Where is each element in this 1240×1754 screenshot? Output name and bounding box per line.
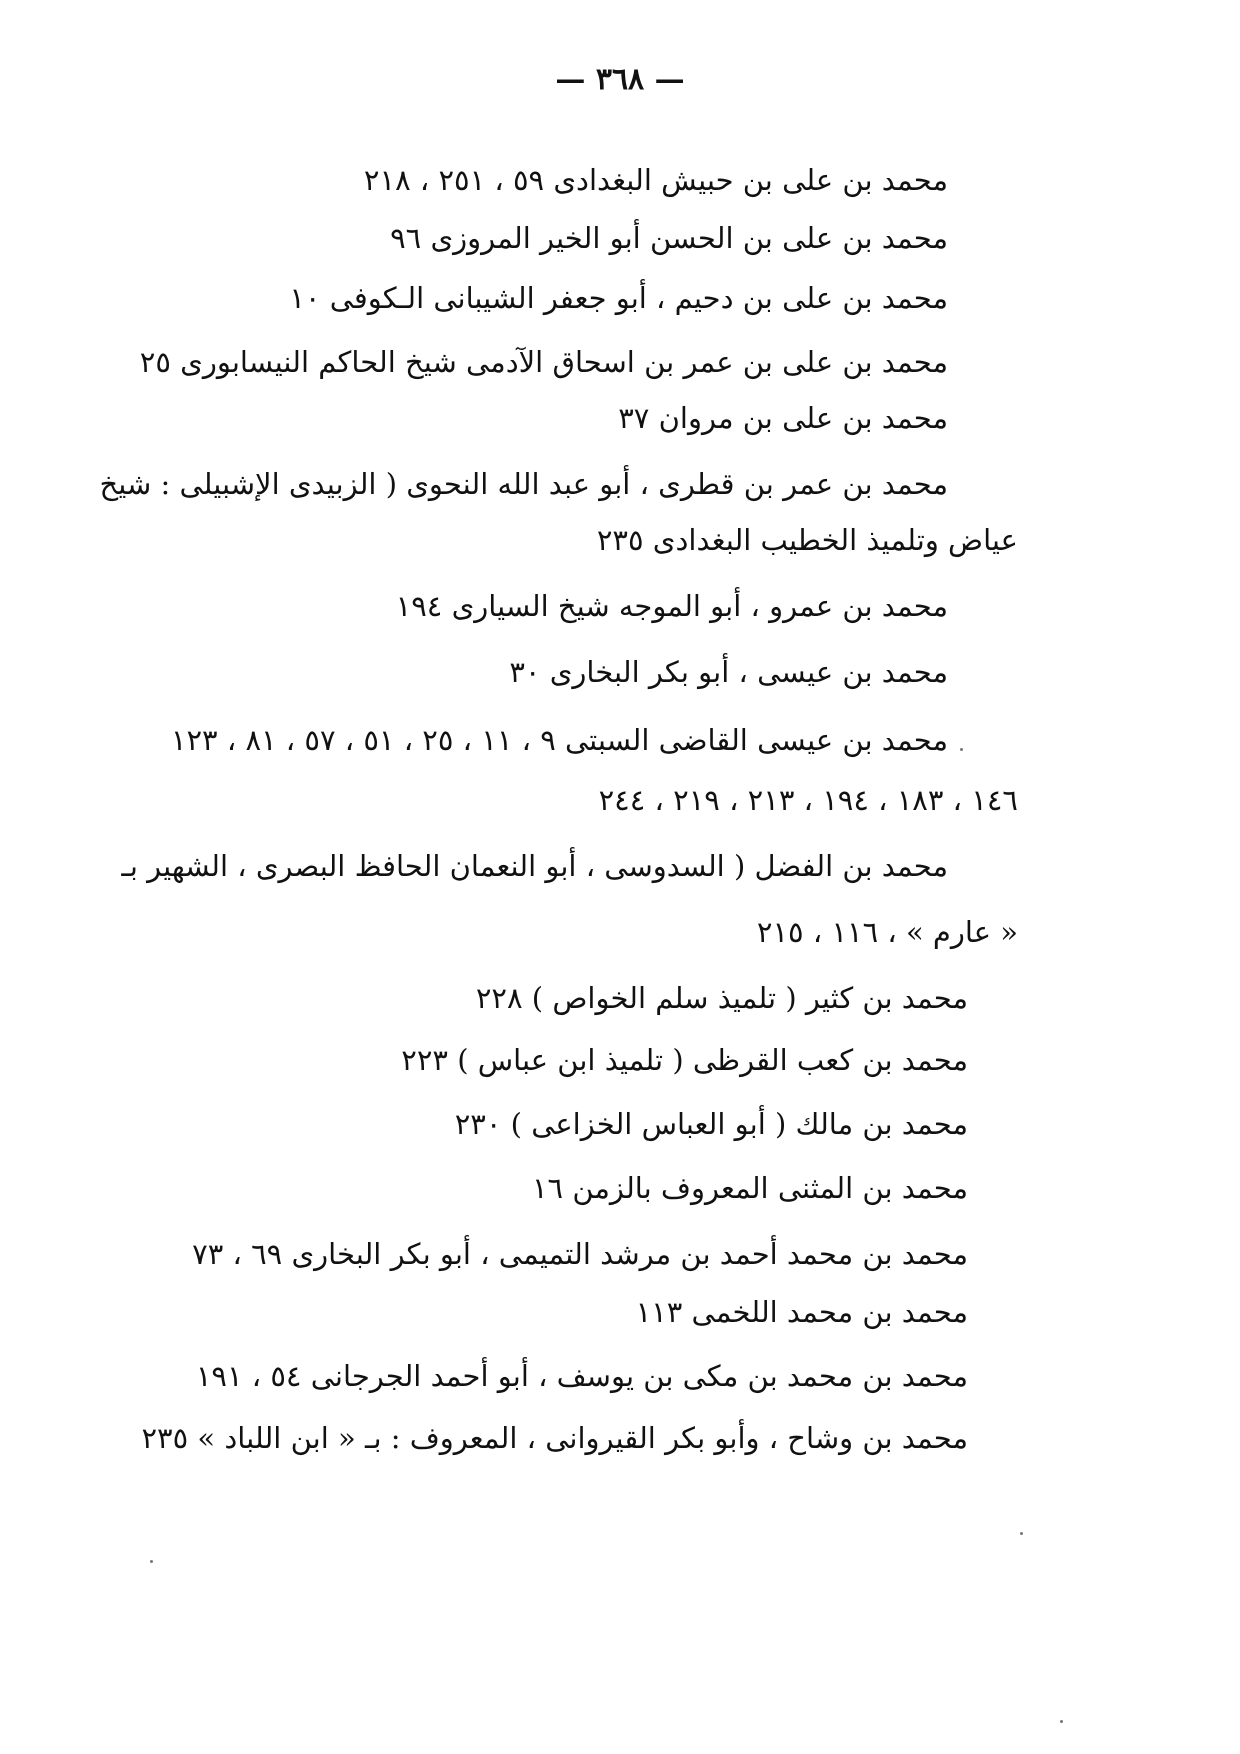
index-entry: محمد بن عيسى ، أبو بكر البخارى ٣٠ [509,655,948,689]
index-entry: محمد بن الفضل ( السدوسى ، أبو النعمان الحافظ البصرى ، الشهير بـ [121,849,948,883]
index-entry: محمد بن عمر بن قطرى ، أبو عبد الله النحوى ( الزبيدى الإشبيلى : شيخ [99,467,948,501]
index-entry-continuation: ١٤٦ ، ١٨٣ ، ١٩٤ ، ٢١٣ ، ٢١٩ ، ٢٤٤ [598,783,1018,817]
index-entry: محمد بن وشاح ، وأبو بكر القيروانى ، المعروف : بـ « ابن اللباد » ٢٣٥ [141,1421,968,1455]
index-entry: محمد بن محمد أحمد بن مرشد التميمى ، أبو بكر البخارى ٦٩ ، ٧٣ [192,1237,968,1271]
index-entry-continuation: « عارم » ، ١١٦ ، ٢١٥ [756,915,1018,949]
scan-speck [960,748,963,751]
index-entry: محمد بن مالك ( أبو العباس الخزاعى ) ٢٣٠ [454,1107,968,1141]
index-entry: محمد بن على بن دحيم ، أبو جعفر الشيبانى الـكوفى ١٠ [289,281,948,315]
index-entry: محمد بن على بن عمر بن اسحاق الآدمى شيخ الحاكم النيسابورى ٢٥ [139,345,948,379]
index-entry: محمد بن عمرو ، أبو الموجه شيخ السيارى ١٩٤ [395,589,948,623]
index-entry: محمد بن كثير ( تلميذ سلم الخواص ) ٢٢٨ [475,981,968,1015]
index-entry: محمد بن كعب القرظى ( تلميذ ابن عباس ) ٢٢٣ [401,1043,968,1077]
index-entry: محمد بن على بن حبيش البغدادى ٥٩ ، ٢٥١ ، ٢١٨ [363,163,948,197]
index-entry: محمد بن محمد اللخمى ١١٣ [635,1295,968,1329]
index-entry: محمد بن عيسى القاضى السبتى ٩ ، ١١ ، ٢٥ ، ٥١ ، ٥٧ ، ٨١ ، ١٢٣ [170,723,948,757]
index-entry: محمد بن محمد بن مكى بن يوسف ، أبو أحمد الجرجانى ٥٤ ، ١٩١ [195,1359,968,1393]
scan-speck [1020,1532,1023,1535]
index-entry-continuation: عياض وتلميذ الخطيب البغدادى ٢٣٥ [596,523,1018,557]
index-entry: محمد بن على بن الحسن أبو الخير المروزى ٩٦ [390,221,948,255]
scan-speck [150,1560,153,1563]
scan-speck [1060,1720,1063,1723]
page-number: — ٣٦٨ — [555,62,685,97]
index-entry: محمد بن المثنى المعروف بالزمن ١٦ [531,1171,968,1205]
index-entry: محمد بن على بن مروان ٣٧ [618,401,948,435]
